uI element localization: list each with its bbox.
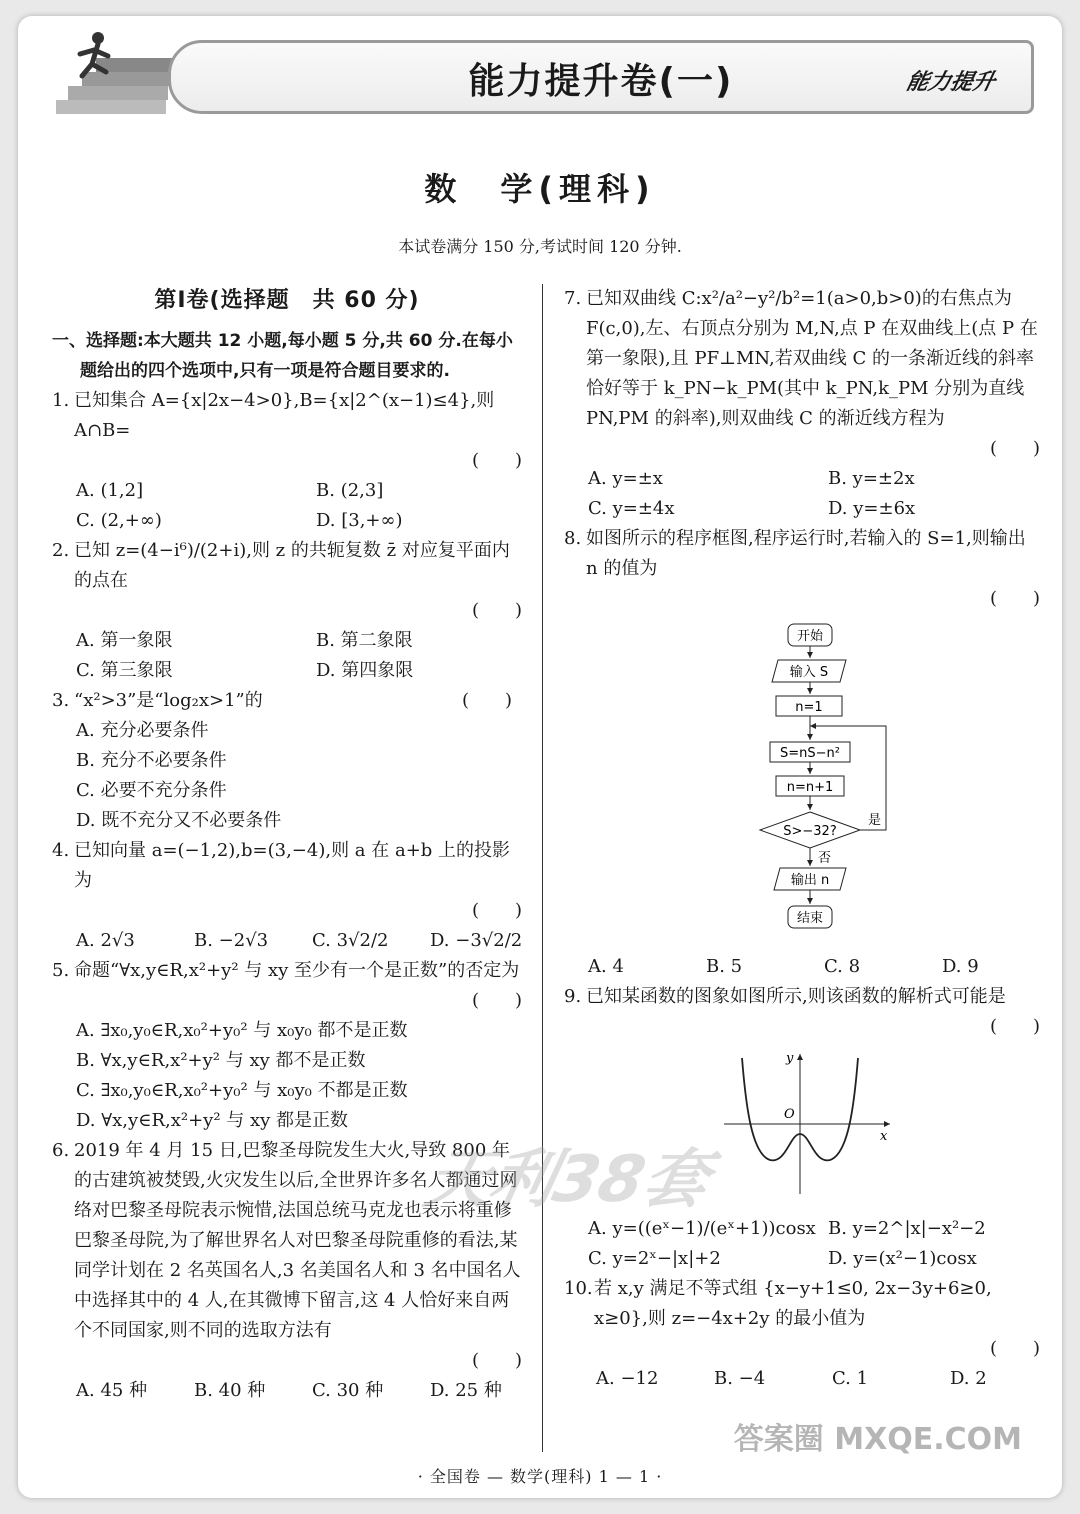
question-stem: 如图所示的程序框图,程序运行时,若输入的 S=1,则输出 n 的值为 [586,528,1026,579]
question-4 [52,836,522,956]
question-number: 6. [52,1140,70,1161]
answer-bracket: ( ) [989,588,1040,609]
page-footer: · 全国卷 — 数学(理科) 1 — 1 · [417,1467,663,1486]
option-c: C. 30 种 [312,1380,384,1401]
option-d: D. 既不充分又不必要条件 [76,810,282,831]
question-stem: 已知双曲线 C:x²/a²−y²/b²=1(a>0,b>0)的右焦点为 F(c,0),左、右顶点分别为 M,N,点 P 在双曲线上(点 P 在第一象限),且 PF⊥MN,若双曲线 C 的一条渐近线的斜率恰好等于 k_PN−k_PM(其中 k_PN,k_PM 分别为直线 PN,PM 的斜率),则双曲线 C 的渐近线方程为 [586,288,1038,429]
option-a: A. 充分必要条件 [76,720,209,741]
function-graph [716,1048,1040,1208]
option-a: A. 45 种 [76,1380,148,1401]
option-c: C. 8 [824,956,861,977]
flow-update-s-label: S=nS−n² [780,746,840,761]
flow-yes-label: 是 [868,813,882,828]
option-c: C. 1 [832,1368,869,1389]
option-a: A. 第一象限 [76,630,173,651]
question-7 [564,284,1040,524]
paper-title: 能力提升卷(一) [468,61,734,102]
right-column [564,284,1040,1394]
exam-page [18,16,1062,1498]
answer-bracket: ( ) [989,438,1040,459]
answer-bracket: ( ) [989,1338,1040,1359]
title-banner [168,40,1034,114]
option-b: B. 40 种 [194,1380,266,1401]
question-3 [52,686,522,836]
question-stem: 已知 z=(4−i⁶)/(2+i),则 z 的共轭复数 z̄ 对应复平面内的点在 [74,540,510,591]
column-divider [542,284,543,1452]
flow-init-label: n=1 [795,700,823,715]
answer-bracket: ( ) [471,600,522,621]
question-number: 7. [564,288,582,309]
flow-condition-label: S>−32? [783,824,837,839]
option-d: D. [3,+∞) [316,510,403,531]
question-stem: 2019 年 4 月 15 日,巴黎圣母院发生大火,导致 800 年的古建筑被焚毁,火灾发生以后,全世界许多名人都通过网络对巴黎圣母院表示惋惜,法国总统马克龙也表示将重修巴黎圣母院,为了解世界名人对巴黎圣母院重修的看法,某同学计划在 2 名英国名人,3 名美国名人和 3 名中国名人中选择其中的 4 人,在其微博下留言,这 4 人恰好来自两个不同国家,则不同的选取方法有 [74,1140,521,1341]
flow-update-n-label: n=n+1 [786,780,834,795]
option-c: C. 第三象限 [76,660,173,681]
option-a: A. ∃x₀,y₀∈R,x₀²+y₀² 与 x₀y₀ 都不是正数 [76,1020,408,1041]
question-number: 3. [52,690,70,711]
option-d: D. −3√2/2 [430,930,523,951]
option-b: B. y=±2x [828,468,915,489]
question-number: 10. [564,1278,593,1299]
option-d: D. 2 [950,1368,987,1389]
option-b: B. ∀x,y∈R,x²+y² 与 xy 都不是正数 [76,1050,366,1071]
option-d: D. y=±6x [828,498,916,519]
option-d: D. y=(x²−1)cosx [828,1248,977,1269]
option-d: D. 第四象限 [316,660,414,681]
answer-bracket: ( ) [471,900,522,921]
option-a: A. y=((eˣ−1)/(eˣ+1))cosx [588,1218,816,1239]
left-column [52,284,522,1406]
flow-end-label: 结束 [796,911,824,926]
question-10 [564,1274,1040,1394]
question-number: 5. [52,960,70,981]
publisher-watermark: 天利38套 [418,1143,716,1217]
section-instruction: 一、选择题:本大题共 12 小题,每小题 5 分,共 60 分.在每小题给出的四个选项中,只有一项是符合题目要求的. [52,331,513,381]
flow-start-label: 开始 [796,629,824,644]
option-b: B. y=2^|x|−x²−2 [828,1218,986,1239]
brand-logo: 能力提升 [903,70,998,95]
flow-input-label: 输入 S [789,665,829,680]
exam-note: 本试卷满分 150 分,考试时间 120 分钟. [398,237,682,256]
question-number: 2. [52,540,70,561]
question-stem: 若 x,y 满足不等式组 {x−y+1≤0, 2x−3y+6≥0, x≥0},则 z=−4x+2y 的最小值为 [594,1278,992,1329]
option-b: B. −2√3 [194,930,269,951]
option-a: A. 2√3 [76,930,135,951]
option-c: C. y=±4x [588,498,675,519]
question-stem: 已知集合 A={x|2x−4>0},B={x|2^(x−1)≤4},则 A∩B= [74,390,495,441]
option-c: C. ∃x₀,y₀∈R,x₀²+y₀² 与 x₀y₀ 不都是正数 [76,1080,408,1101]
answer-bracket: ( ) [471,990,522,1011]
option-b: B. 5 [706,956,743,977]
option-d: D. 25 种 [430,1380,502,1401]
flowchart [736,620,1040,946]
question-stem: 已知向量 a=(−1,2),b=(3,−4),则 a 在 a+b 上的投影为 [74,840,511,891]
y-axis-label: y [786,1051,794,1066]
question-number: 4. [52,840,70,861]
flow-output-label: 输出 n [790,873,830,888]
answer-bracket: ( ) [989,1016,1040,1037]
question-number: 1. [52,390,70,411]
section-title: 第Ⅰ卷(选择题 共 60 分) [154,288,420,313]
site-watermark: 答案圈 MXQE.COM [733,1422,1022,1457]
question-number: 8. [564,528,582,549]
question-stem: 已知某函数的图象如图所示,则该函数的解析式可能是 [586,986,1006,1007]
answer-bracket: ( ) [462,690,513,711]
question-2 [52,536,522,686]
answer-bracket: ( ) [471,1350,522,1371]
option-c: C. (2,+∞) [76,510,162,531]
question-stem: 命题“∀x,y∈R,x²+y² 与 xy 至少有一个是正数”的否定为 [74,960,520,981]
option-b: B. −4 [714,1368,766,1389]
option-a: A. (1,2] [76,480,144,501]
question-8 [564,524,1040,982]
subject-title: 数 学(理科) [424,170,656,208]
option-b: B. (2,3] [316,480,384,501]
runner-stairs-logo [54,30,184,124]
option-c: C. 3√2/2 [312,930,389,951]
option-a: A. y=±x [588,468,663,489]
question-1 [52,386,522,536]
answer-bracket: ( ) [471,450,522,471]
option-d: D. ∀x,y∈R,x²+y² 与 xy 都是正数 [76,1110,349,1131]
option-c: C. y=2ˣ−|x|+2 [588,1248,721,1269]
question-5 [52,956,522,1136]
origin-label: O [784,1107,795,1122]
option-a: A. 4 [588,956,624,977]
question-stem: “x²>3”是“log₂x>1”的 [74,690,263,711]
option-d: D. 9 [942,956,979,977]
option-b: B. 第二象限 [316,630,413,651]
question-number: 9. [564,986,582,1007]
option-a: A. −12 [596,1368,659,1389]
x-axis-label: x [880,1129,888,1144]
option-b: B. 充分不必要条件 [76,750,227,771]
option-c: C. 必要不充分条件 [76,780,227,801]
flow-no-label: 否 [818,851,832,866]
